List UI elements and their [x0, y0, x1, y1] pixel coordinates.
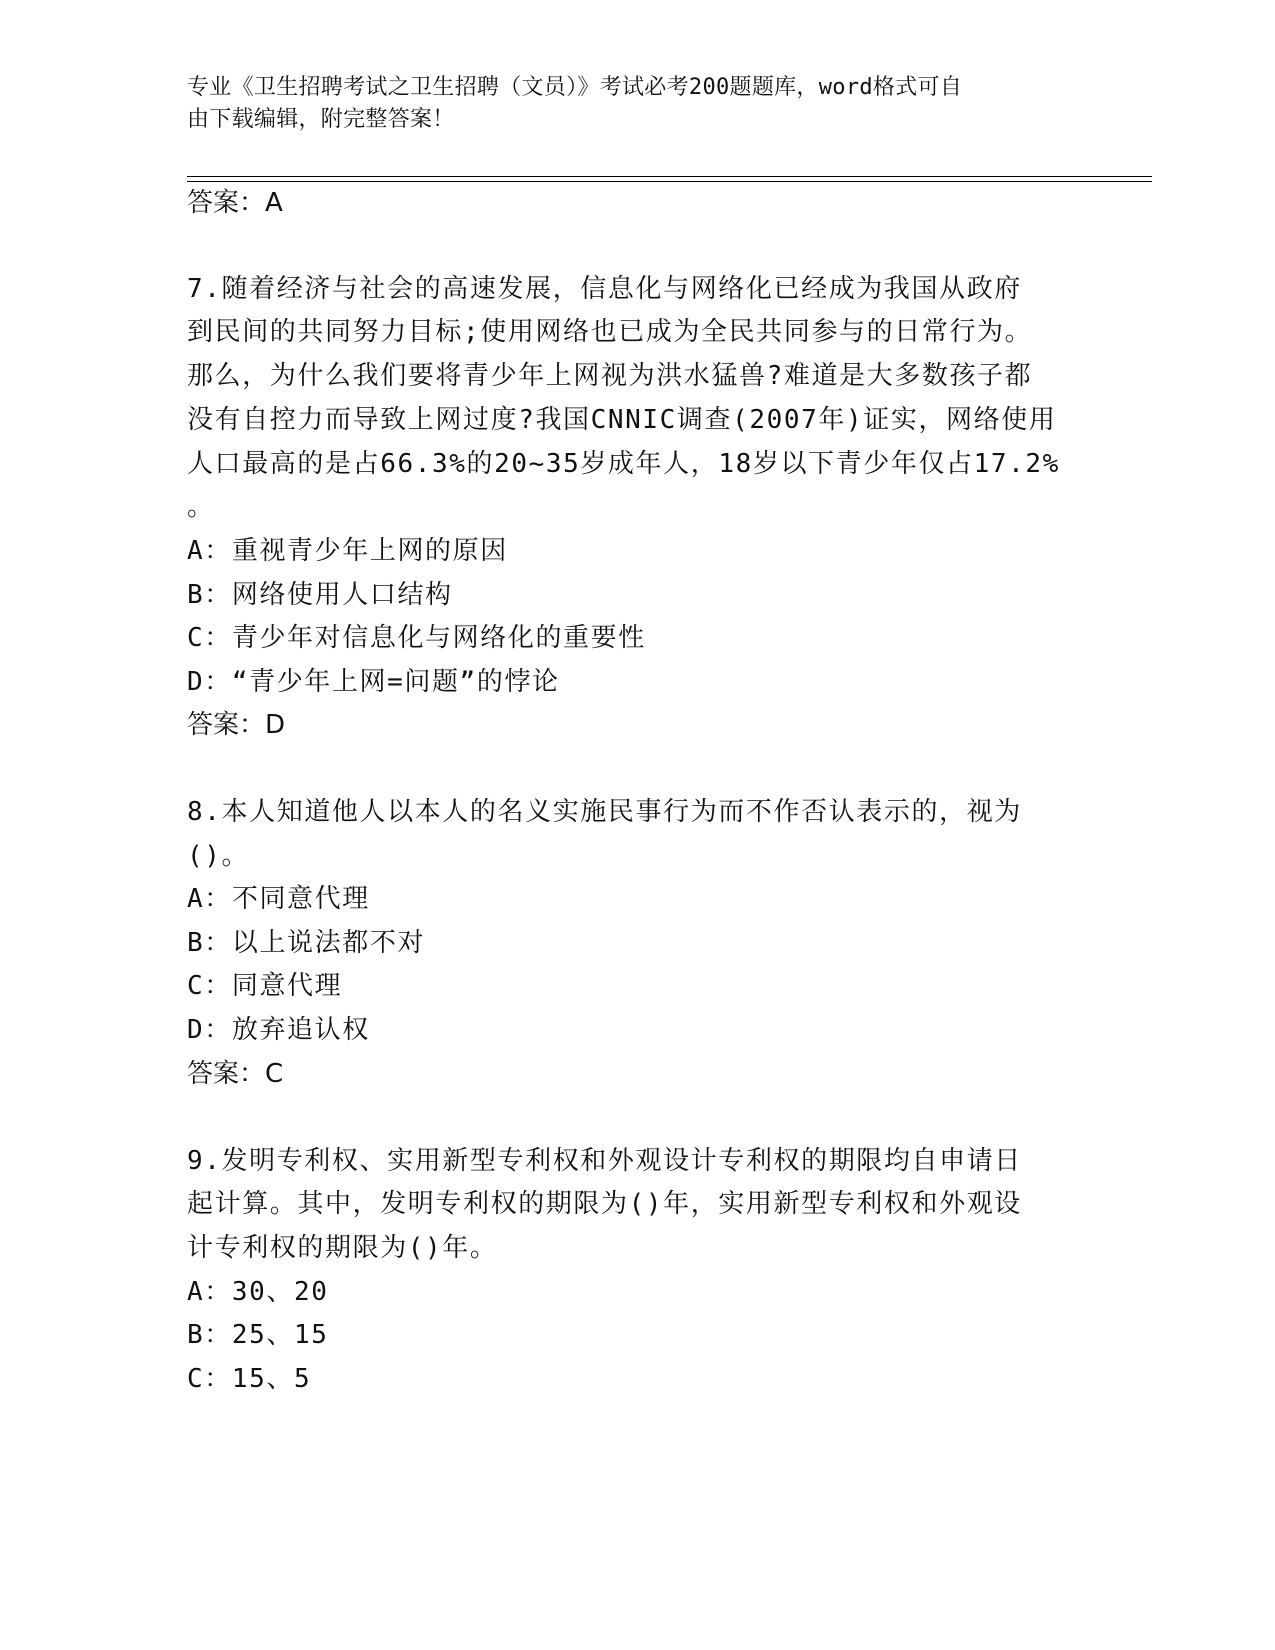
question-line: ()。 [187, 841, 250, 871]
question-line: 计专利权的期限为()年。 [187, 1233, 498, 1263]
option-c: C：同意代理 [187, 971, 343, 1001]
header-line-1: 专业《卫生招聘考试之卫生招聘（文员）》考试必考200题题库，word格式可自 [187, 75, 963, 100]
question-line: 起计算。其中，发明专利权的期限为()年，实用新型专利权和外观设 [187, 1189, 1022, 1219]
question-line: 8.本人知道他人以本人的名义实施民事行为而不作否认表示的，视为 [187, 797, 1022, 827]
option-a: A：30、20 [187, 1277, 329, 1307]
option-d: D：放弃追认权 [187, 1015, 370, 1045]
option-a: A：重视青少年上网的原因 [187, 536, 508, 566]
question-line: 那么，为什么我们要将青少年上网视为洪水猛兽?难道是大多数孩子都 [187, 361, 1033, 391]
question-line: 人口最高的是占66.3%的20~35岁成年人，18岁以下青少年仅占17.2% [187, 449, 1060, 479]
document-header [187, 72, 1067, 136]
answer-line: 答案：A [187, 188, 283, 218]
question-line: 9.发明专利权、实用新型专利权和外观设计专利权的期限均自申请日 [187, 1146, 1022, 1176]
option-b: B：网络使用人口结构 [187, 580, 453, 610]
option-b: B：以上说法都不对 [187, 928, 426, 958]
question-line: 没有自控力而导致上网过度?我国CNNIC调查(2007年)证实，网络使用 [187, 405, 1057, 435]
option-d: D：“青少年上网=问题”的悖论 [187, 667, 560, 697]
question-line: 。 [187, 492, 215, 522]
answer-line: 答案：D [187, 710, 286, 740]
header-line-2: 由下载编辑，附完整答案！ [187, 107, 455, 132]
question-line: 到民间的共同努力目标;使用网络也已成为全民共同参与的日常行为。 [187, 317, 1033, 347]
option-a: A：不同意代理 [187, 884, 370, 914]
option-b: B：25、15 [187, 1320, 329, 1350]
question-line: 7.随着经济与社会的高速发展，信息化与网络化已经成为我国从政府 [187, 274, 1022, 304]
option-c: C：15、5 [187, 1364, 312, 1394]
header-rule-bottom [187, 181, 1152, 182]
option-c: C：青少年对信息化与网络化的重要性 [187, 623, 646, 653]
header-rule-top [187, 176, 1152, 177]
answer-line: 答案：C [187, 1059, 284, 1089]
